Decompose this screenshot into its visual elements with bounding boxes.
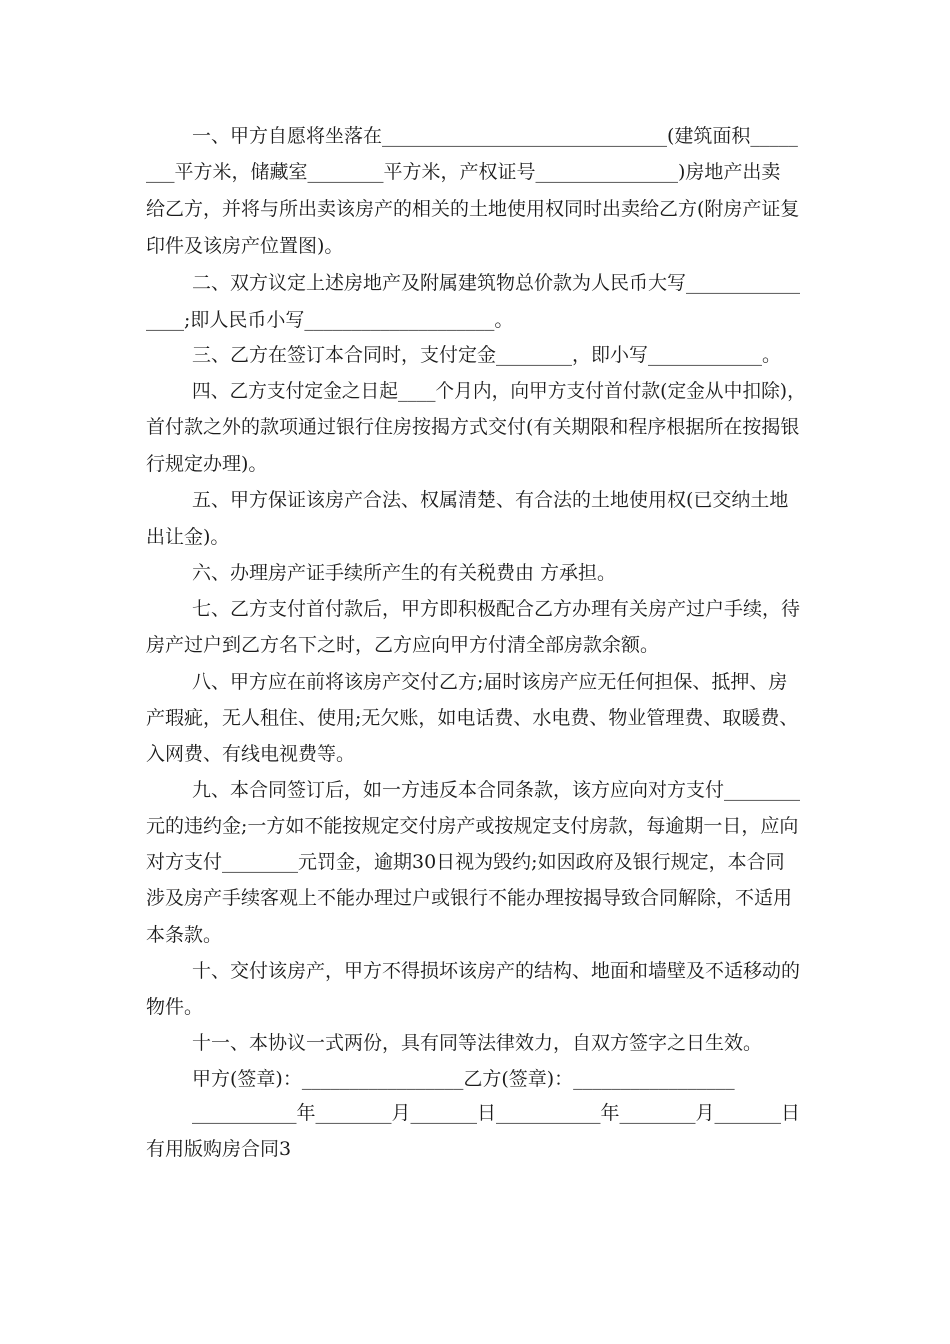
clause-2-line-2: ____;即人民币小写____________________。	[146, 309, 514, 331]
clause-8-line-1: 八、甲方应在前将该房产交付乙方;届时该房产应无任何担保、抵押、房	[192, 671, 788, 693]
clause-1-line-1: 一、甲方自愿将坐落在______________________________(建筑面积_____	[192, 125, 798, 147]
clause-10-line-2: 物件。	[146, 996, 204, 1018]
clause-5-line-2: 出让金)。	[146, 526, 230, 548]
clause-7-line-1: 七、乙方支付首付款后，甲方即积极配合乙方办理有关房产过户手续，待	[192, 598, 801, 620]
clause-4-line-1: 四、乙方支付定金之日起____个月内，向甲方支付首付款(定金从中扣除)，	[192, 380, 806, 402]
date-line: ___________年________月_______日___________年________月_______日	[192, 1102, 801, 1124]
clause-9-line-2: 元的违约金;一方如不能按规定交付房产或按规定支付房款，每逾期一日，应向	[146, 815, 799, 837]
clause-11-line-1: 十一、本协议一式两份，具有同等法律效力，自双方签字之日生效。	[192, 1032, 763, 1054]
clause-2-line-1: 二、双方议定上述房地产及附属建筑物总价款为人民币大写____________	[192, 272, 801, 294]
clause-10-line-1: 十、交付该房产，甲方不得损坏该房产的结构、地面和墙壁及不适移动的	[192, 960, 801, 982]
clause-9-line-4: 涉及房产手续客观上不能办理过户或银行不能办理按揭导致合同解除，不适用	[146, 887, 793, 909]
clause-8-line-3: 入网费、有线电视费等。	[146, 743, 356, 765]
clause-9-line-3: 对方支付________元罚金，逾期30日视为毁约;如因政府及银行规定，本合同	[146, 851, 785, 873]
clause-3-line-1: 三、乙方在签订本合同时，支付定金________，即小写____________。	[192, 344, 782, 366]
clause-4-line-3: 行规定办理)。	[146, 453, 268, 475]
clause-6-line-1: 六、办理房产证手续所产生的有关税费由 方承担。	[192, 562, 617, 584]
clause-1-line-2: ___平方米，储藏室________平方米，产权证号_______________)房地产出卖	[146, 161, 781, 183]
clause-8-line-2: 产瑕疵，无人租住、使用;无欠账，如电话费、水电费、物业管理费、取暖费、	[146, 707, 799, 729]
clause-7-line-2: 房产过户到乙方名下之时，乙方应向甲方付清全部房款余额。	[146, 634, 660, 656]
clause-4-line-2: 首付款之外的款项通过银行住房按揭方式交付(有关期限和程序根据所在按揭银	[146, 416, 800, 438]
next-section-title: 有用版购房合同3	[146, 1138, 292, 1160]
clause-1-line-3: 给乙方，并将与所出卖该房产的相关的土地使用权同时出卖给乙方(附房产证复	[146, 198, 800, 220]
clause-1-line-4: 印件及该房产位置图)。	[146, 235, 344, 257]
clause-9-line-1: 九、本合同签订后，如一方违反本合同条款，该方应向对方支付________	[192, 779, 801, 801]
clause-5-line-1: 五、甲方保证该房产合法、权属清楚、有合法的土地使用权(已交纳土地	[192, 489, 789, 511]
clause-9-line-5: 本条款。	[146, 924, 223, 946]
signature-line: 甲方(签章)：_________________乙方(签章)：_________________	[192, 1068, 735, 1090]
